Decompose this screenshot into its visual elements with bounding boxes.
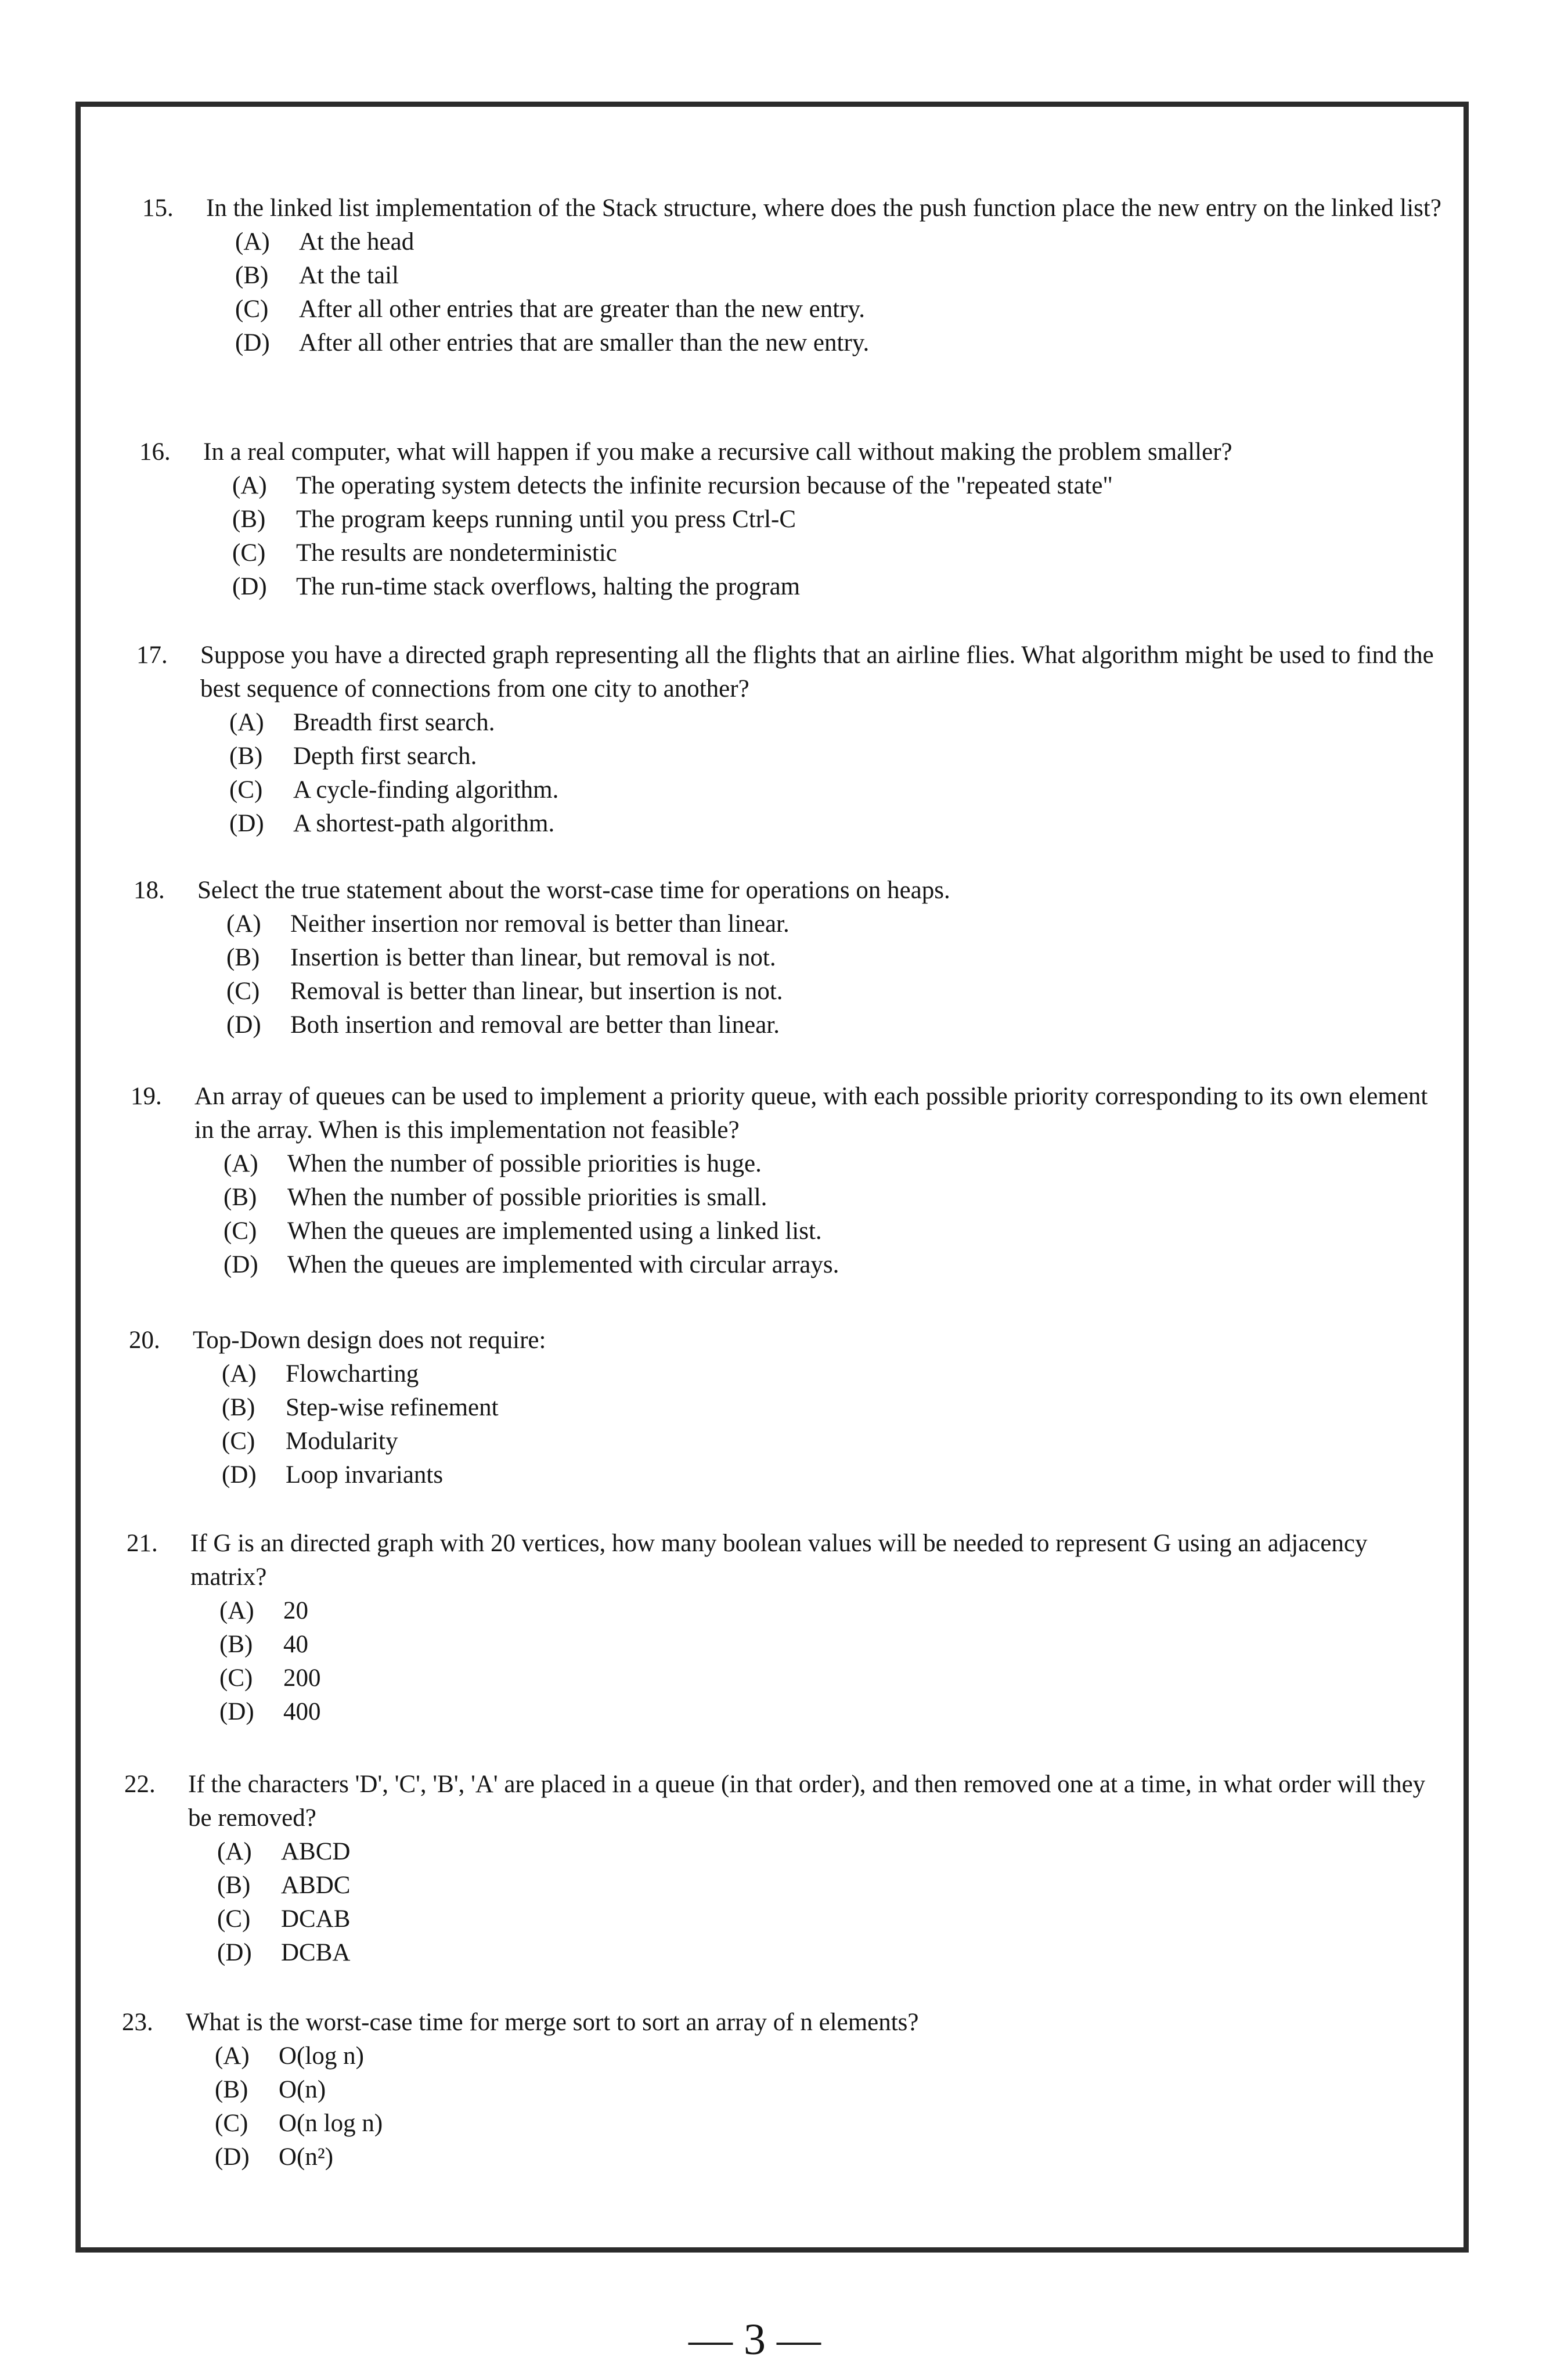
option-c [224, 1215, 1443, 1248]
option-b [219, 1628, 1439, 1662]
option-d [235, 326, 1454, 360]
option-b [222, 1391, 1441, 1425]
option-a [217, 1835, 1436, 1869]
option-text: At the head [299, 228, 414, 255]
option-a [222, 1357, 1441, 1391]
option-c [226, 975, 1446, 1008]
question-number: 15. [142, 194, 174, 222]
question-number: 22. [124, 1771, 156, 1798]
option-d [226, 1008, 1446, 1042]
option-label: (C) [229, 776, 263, 803]
option-label: (A) [232, 472, 267, 499]
question-stem: In the linked list implementation of the Stack structure, where does the push function place the new entry on the linked list? [206, 194, 1441, 222]
question-stem: In a real computer, what will happen if you make a recursive call without making the problem smaller? [203, 438, 1232, 466]
option-label: (A) [226, 910, 261, 938]
option-b [226, 941, 1446, 975]
option-d [229, 807, 1448, 841]
question-20 [129, 1324, 1441, 1492]
option-label: (A) [215, 2042, 250, 2070]
option-text: Flowcharting [286, 1360, 419, 1388]
option-c [232, 536, 1451, 570]
option-label: (C) [217, 1905, 251, 1933]
question-number: 19. [131, 1083, 162, 1110]
option-text: After all other entries that are smaller than the new entry. [299, 329, 870, 356]
option-text: O(log n) [279, 2042, 364, 2070]
question-number: 20. [129, 1327, 160, 1354]
option-text: Insertion is better than linear, but removal is not. [290, 944, 776, 971]
option-text: DCAB [281, 1905, 351, 1933]
option-label: (A) [217, 1838, 252, 1865]
option-b [217, 1869, 1436, 1902]
question-number: 18. [134, 877, 165, 904]
option-a [232, 469, 1451, 503]
question-number: 17. [136, 642, 168, 669]
option-text: Modularity [286, 1428, 398, 1455]
question-23 [122, 2006, 1434, 2174]
option-text: The results are nondeterministic [296, 539, 617, 567]
question-number: 21. [127, 1530, 158, 1557]
option-label: (B) [222, 1394, 255, 1421]
option-text: The program keeps running until you press Ctrl-C [296, 506, 796, 533]
option-text: Neither insertion nor removal is better than linear. [290, 910, 790, 938]
option-text: When the queues are implemented with circular arrays. [287, 1251, 839, 1278]
option-label: (C) [222, 1428, 255, 1455]
option-b [224, 1181, 1443, 1215]
option-a [235, 225, 1454, 259]
option-c [222, 1425, 1441, 1458]
option-text: When the queues are implemented using a linked list. [287, 1217, 822, 1245]
option-text: ABCD [281, 1838, 351, 1865]
option-a [219, 1594, 1439, 1628]
question-number: 16. [139, 438, 171, 466]
option-text: DCBA [281, 1939, 351, 1966]
option-label: (D) [222, 1461, 257, 1489]
option-label: (D) [232, 573, 267, 600]
option-label: (C) [226, 978, 260, 1005]
option-label: (C) [219, 1664, 253, 1692]
option-label: (A) [235, 228, 270, 255]
option-text: Loop invariants [286, 1461, 444, 1489]
option-label: (B) [226, 944, 260, 971]
option-a [215, 2039, 1434, 2073]
page-number: — 3 — [689, 2315, 821, 2364]
question-stem: An array of queues can be used to implement a priority queue, with each possible priority corresponding to its own element in the array. When is this implementation not feasible? [194, 1083, 1428, 1144]
question-16 [139, 435, 1451, 604]
option-label: (A) [222, 1360, 257, 1388]
question-stem: Suppose you have a directed graph representing all the flights that an airline flies. What algorithm might be used to find the best sequence of connections from one city to another? [200, 642, 1434, 702]
option-d [219, 1695, 1439, 1729]
option-text: When the number of possible priorities is huge. [287, 1150, 762, 1177]
question-22 [124, 1768, 1436, 1970]
option-d [224, 1248, 1443, 1282]
option-label: (D) [215, 2143, 250, 2171]
question-15 [142, 192, 1454, 360]
question-17 [136, 639, 1448, 841]
option-b [215, 2073, 1434, 2107]
option-text: The run-time stack overflows, halting the program [296, 573, 801, 600]
option-text: Breadth first search. [293, 709, 495, 736]
question-stem: If G is an directed graph with 20 vertices, how many boolean values will be needed to represent G using an adjacency matrix? [190, 1530, 1368, 1591]
question-stem: If the characters 'D', 'C', 'B', 'A' are placed in a queue (in that order), and then removed one at a time, in what order will they be removed? [188, 1771, 1426, 1832]
question-stem: What is the worst-case time for merge sort to sort an array of n elements? [186, 2009, 919, 2036]
option-label: (B) [235, 262, 269, 289]
option-text: O(n log n) [279, 2110, 383, 2137]
option-text: Removal is better than linear, but insertion is not. [290, 978, 783, 1005]
option-label: (B) [232, 506, 266, 533]
option-c [219, 1662, 1439, 1695]
option-label: (D) [217, 1939, 252, 1966]
option-a [226, 907, 1446, 941]
option-text: After all other entries that are greater than the new entry. [299, 296, 865, 323]
option-text: The operating system detects the infinite recursion because of the "repeated state" [296, 472, 1113, 499]
option-text: 20 [283, 1597, 308, 1624]
option-label: (D) [235, 329, 270, 356]
option-text: 400 [283, 1698, 321, 1725]
option-b [229, 740, 1448, 773]
option-label: (C) [224, 1217, 257, 1245]
option-text: O(n²) [279, 2143, 334, 2171]
option-text: A shortest-path algorithm. [293, 810, 555, 837]
option-text: At the tail [299, 262, 399, 289]
option-label: (A) [219, 1597, 254, 1624]
option-text: 200 [283, 1664, 321, 1692]
option-label: (B) [224, 1184, 257, 1211]
option-label: (A) [224, 1150, 258, 1177]
option-a [224, 1147, 1443, 1181]
question-number: 23. [122, 2009, 153, 2036]
option-text: 40 [283, 1631, 308, 1658]
option-d [217, 1936, 1436, 1970]
option-b [232, 503, 1451, 536]
option-label: (B) [229, 743, 263, 770]
option-c [235, 293, 1454, 326]
option-label: (B) [217, 1872, 251, 1899]
option-c [229, 773, 1448, 807]
option-text: When the number of possible priorities is small. [287, 1184, 767, 1211]
option-label: (D) [219, 1698, 254, 1725]
option-label: (B) [219, 1631, 253, 1658]
option-a [229, 706, 1448, 740]
question-stem: Top-Down design does not require: [193, 1327, 546, 1354]
option-text: ABDC [281, 1872, 351, 1899]
option-text: Both insertion and removal are better than linear. [290, 1011, 780, 1039]
option-label: (D) [229, 810, 264, 837]
option-text: Step-wise refinement [286, 1394, 499, 1421]
option-text: O(n) [279, 2076, 326, 2103]
option-c [215, 2107, 1434, 2140]
option-d [222, 1458, 1441, 1492]
question-21 [127, 1527, 1439, 1729]
option-label: (A) [229, 709, 264, 736]
option-label: (C) [215, 2110, 248, 2137]
question-19 [131, 1080, 1443, 1282]
question-stem: Select the true statement about the worst-case time for operations on heaps. [197, 877, 950, 904]
option-b [235, 259, 1454, 293]
option-d [232, 570, 1451, 604]
option-d [215, 2140, 1434, 2174]
option-label: (C) [232, 539, 266, 567]
option-label: (D) [226, 1011, 261, 1039]
question-18 [134, 874, 1446, 1042]
option-text: A cycle-finding algorithm. [293, 776, 559, 803]
option-c [217, 1902, 1436, 1936]
option-text: Depth first search. [293, 743, 477, 770]
option-label: (D) [224, 1251, 258, 1278]
option-label: (B) [215, 2076, 248, 2103]
option-label: (C) [235, 296, 269, 323]
